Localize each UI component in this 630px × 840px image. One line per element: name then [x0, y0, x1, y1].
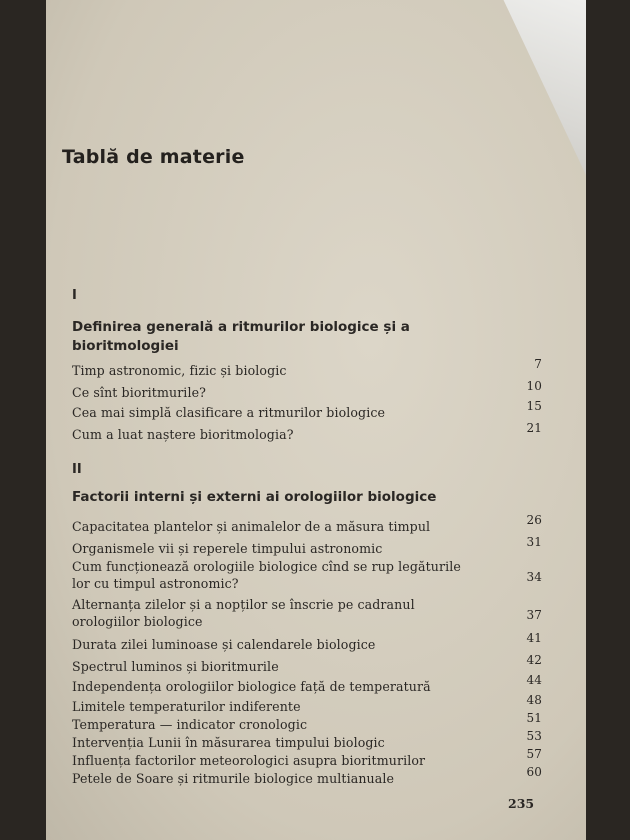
- part-number: I: [72, 288, 77, 303]
- toc-entry[interactable]: [72, 357, 542, 379]
- toc-entry-page: 44: [526, 673, 542, 687]
- toc-entry[interactable]: [72, 558, 542, 592]
- toc-entry-page: 60: [526, 765, 542, 779]
- toc-entry[interactable]: [72, 596, 542, 630]
- toc-entry[interactable]: [72, 421, 542, 443]
- toc-entry-text: Cum funcționează orologiile biologice cînd se rup legăturile lor cu timpul astronomic?: [72, 559, 461, 591]
- toc-entry-page: 10: [526, 379, 542, 393]
- toc-entry-page: 42: [526, 653, 542, 667]
- part-title: Definirea generală a ritmurilor biologice și a bioritmologiei: [72, 319, 410, 354]
- book-page: [46, 0, 586, 840]
- toc-entry[interactable]: [72, 729, 542, 751]
- folded-page-corner: [476, 0, 586, 175]
- toc-entry-text: Cum a luat naștere bioritmologia?: [72, 427, 294, 442]
- toc-entry-page: 41: [526, 631, 542, 645]
- toc-entry-page: 37: [526, 608, 542, 622]
- toc-entry[interactable]: [72, 379, 542, 401]
- page-number: 235: [508, 796, 535, 811]
- toc-entry-text: Alternanța zilelor și a nopților se înscrie pe cadranul orologiilor biologice: [72, 597, 415, 629]
- toc-entry-text: Limitele temperaturilor indiferente: [72, 699, 301, 714]
- part-number: II: [72, 462, 82, 477]
- toc-entry-page: 53: [526, 729, 542, 743]
- toc-entry-page: 15: [526, 399, 542, 413]
- toc-entry[interactable]: [72, 653, 542, 675]
- toc-entry-text: Petele de Soare și ritmurile biologice multianuale: [72, 771, 395, 786]
- toc-entry[interactable]: [72, 747, 542, 769]
- toc-entry-page: 57: [526, 747, 542, 761]
- toc-entry-page: 48: [526, 693, 542, 707]
- toc-entry[interactable]: [72, 673, 542, 695]
- toc-entry-page: 34: [526, 570, 542, 584]
- toc-entry-text: Influența factorilor meteorologici asupra bioritmurilor: [72, 753, 426, 768]
- toc-entry[interactable]: [72, 711, 542, 733]
- toc-entry-text: Intervenția Lunii în măsurarea timpului biologic: [72, 735, 385, 750]
- toc-entry-page: 26: [526, 513, 542, 527]
- toc-entry[interactable]: [72, 399, 542, 421]
- toc-entry-text: Organismele vii și reperele timpului astronomic: [72, 541, 383, 556]
- toc-entry-text: Capacitatea plantelor și animalelor de a măsura timpul: [72, 519, 431, 534]
- toc-entry-text: Independența orologiilor biologice față de temperatură: [72, 679, 431, 694]
- part-title: Factorii interni și externi ai orologiilor biologice: [72, 489, 437, 505]
- toc-entry-text: Spectrul luminos și bioritmurile: [72, 659, 279, 674]
- toc-entry[interactable]: [72, 765, 542, 787]
- toc-entry[interactable]: [72, 631, 542, 653]
- toc-entry-text: Durata zilei luminoase și calendarele biologice: [72, 637, 376, 652]
- toc-entry-text: Timp astronomic, fizic și biologic: [72, 363, 287, 378]
- toc-entry[interactable]: [72, 693, 542, 715]
- toc-entry-page: 31: [526, 535, 542, 549]
- toc-entry-page: 21: [526, 421, 542, 435]
- toc-entry-text: Ce sînt bioritmurile?: [72, 385, 206, 400]
- toc-entry-text: Cea mai simplă clasificare a ritmurilor biologice: [72, 405, 386, 420]
- toc-entry[interactable]: [72, 535, 542, 557]
- toc-entry-text: Temperatura — indicator cronologic: [72, 717, 308, 732]
- toc-entry-page: 7: [534, 357, 542, 371]
- toc-entry[interactable]: [72, 513, 542, 535]
- page-title: Tablă de materie: [62, 146, 245, 168]
- toc-entry-page: 51: [526, 711, 542, 725]
